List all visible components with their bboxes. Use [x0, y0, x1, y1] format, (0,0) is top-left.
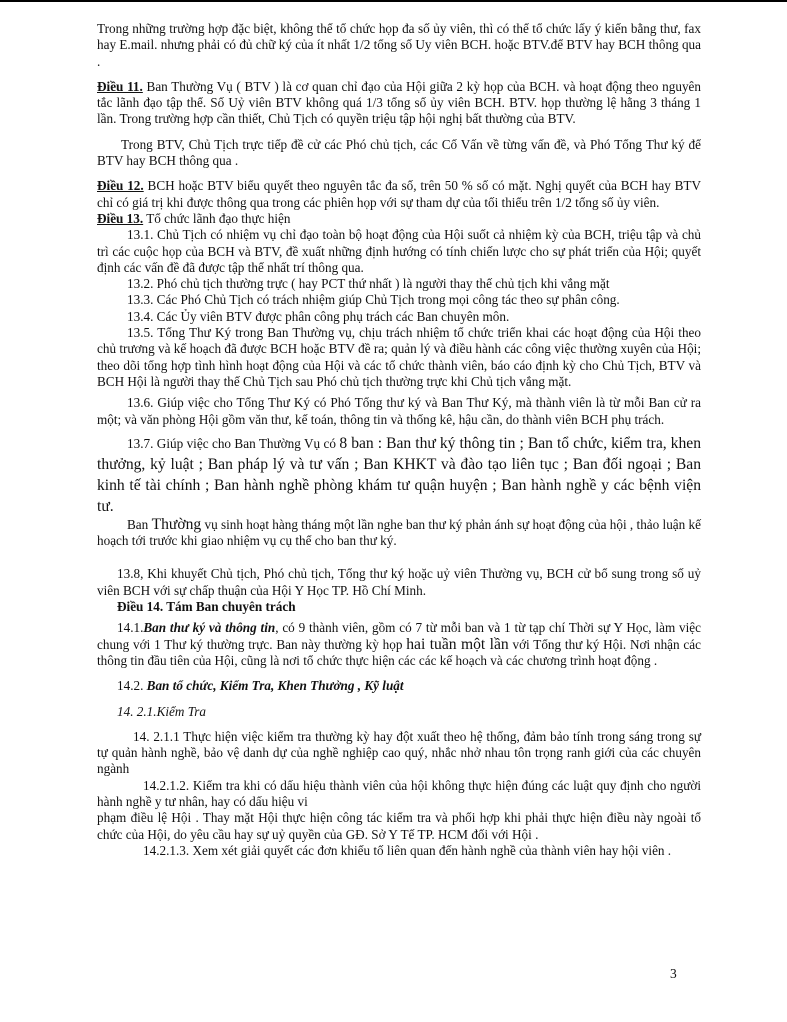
clause-13-1: 13.1. Chủ Tịch có nhiệm vụ chỉ đạo toàn bộ hoạt động của Hội suốt cả nhiệm kỳ của BCH, triệu tập và chủ trì các cuộc họp của BCH và BTV, đề xuất những định hướng có tính chiến lược cho sự phát triển của Hội; quyết định các vấn đề đã được tập thể nhất trí thông qua.	[97, 227, 701, 275]
clause-14-1-text-a: , có 9 thành viên, gồm có 7 từ mỗi ban và 1 từ tạp chí Thời sự Y Học, làm việc chung với 1 Thư ký thường trực. Ban này thường kỳ họp	[97, 620, 701, 652]
clause-14-1-number: 14.1.	[117, 620, 144, 636]
article-11-label: Điều 11.	[97, 78, 143, 94]
clause-14-2-name: Ban tổ chức, Kiểm Tra, Khen Thưởng , Kỹ luật	[146, 678, 404, 694]
article-12	[97, 178, 701, 211]
article-12-text: BCH hoặc BTV biểu quyết theo nguyên tắc đa số, trên 50 % số có mặt. Nghị quyết của BCH hay BTV chỉ có giá trị khi được thông qua trong các phiên họp với sự tham dự của tối thiểu trên 1/2 tổng số ủy viên.	[97, 178, 701, 210]
clause-13-7-intro: 13.7. Giúp việc cho Ban Thường Vụ có	[127, 435, 340, 451]
clause-14-1-name: Ban thư ký và thông tin	[143, 620, 276, 636]
clause-13-7	[97, 433, 701, 517]
top-border-line	[0, 0, 787, 2]
paragraph-meeting-by-mail: Trong những trường hợp đặc biệt, không thể tổ chức họp đa số ủy viên, thì có thể tổ chức lấy ý kiến bằng thư, fax hay E.mail. nhưng phải có đủ chữ ký của ít nhất 1/2 tổng số Uy viên BCH. hoặc BTV.để BTV hay BCH thông qua .	[97, 21, 701, 69]
article-13-label: Điều 13.	[97, 210, 144, 226]
clause-13-4: 13.4. Các Ủy viên BTV được phân công phụ trách các Ban chuyên môn.	[127, 308, 510, 324]
standing-committee-meeting	[97, 517, 701, 550]
clause-14-2-1-1: 14. 2.1.1 Thực hiện việc kiểm tra thường kỳ hay đột xuất theo hệ thống, đảm bảo tính trong sáng trong sự tự quản hành nghề, bảo vệ danh dự của nghề nghiệp cao quý, nhắc nhở nhau tôn trọng ranh giới của các chuyên ngành	[97, 728, 701, 777]
article-14-title: Điều 14. Tám Ban chuyên trách	[117, 599, 296, 615]
clause-14-2-1-heading: 14. 2.1.Kiểm Tra	[117, 703, 207, 719]
clause-13-7-boards: 8 ban : Ban thư ký thông tin ; Ban tổ chức, kiểm tra, khen thưởng, kỷ luật ; Ban pháp lý và tư vấn ; Ban KHKT và đào tạo liên tục ; Ban đối ngoại ; Ban kinh tế tài chính ; Ban hành nghề phòng khám tư quận huyện ; Ban hành nghề y các bệnh viện tư.	[97, 434, 701, 515]
clause-14-2-1-2-part-a: 14.2.1.2. Kiểm tra khi có dấu hiệu thành viên của hội không thực hiện đúng các luật quy định cho người hành nghề y tư nhân, hay có dấu hiệu vi	[97, 777, 701, 809]
clause-13-8: 13.8, Khi khuyết Chủ tịch, Phó chủ tịch, Tổng thư ký hoặc uỷ viên Thường vụ, BCH cử bổ sung trong số uỷ viên BCH với sự chấp thuận của Hội Y Học TP. Hồ Chí Minh.	[97, 566, 701, 598]
clause-14-2-1-3: 14.2.1.3. Xem xét giải quyết các đơn khiếu tố liên quan đến hành nghề của thành viên hay hội viên .	[143, 842, 672, 858]
clause-14-2-number: 14.2.	[117, 678, 147, 694]
clause-13-3: 13.3. Các Phó Chủ Tịch có trách nhiệm giúp Chủ Tịch trong mọi công tác theo sự phân công.	[127, 292, 620, 308]
clause-14-1-text-b: với Tổng thư ký Hội. Nơi nhận các thông tin đầu tiên của Hội, cũng là nơi tổ chức thực hiện các các kế hoạch và các chương trình hoạt động .	[97, 636, 701, 668]
clause-14-1-emphasis: hai tuần một lần	[406, 635, 509, 653]
article-13	[97, 211, 701, 227]
article-11-paragraph-2: Trong BTV, Chủ Tịch trực tiếp đề cử các Phó chủ tịch, các Cố Vấn về từng vấn đề, và Phó Tổng Thư ký để BTV hay BCH thông qua .	[97, 136, 701, 169]
clause-14-2	[97, 678, 701, 694]
article-13-text: Tổ chức lãnh đạo thực hiện	[143, 210, 291, 226]
standing-committee-meeting-b: Thường	[151, 515, 202, 533]
article-12-label: Điều 12.	[97, 178, 144, 194]
article-11	[97, 79, 701, 128]
document-page	[97, 21, 701, 859]
clause-13-2: 13.2. Phó chủ tịch thường trực ( hay PCT thứ nhất ) là người thay thế chủ tịch khi vắng mặt	[127, 276, 610, 292]
clause-13-6: 13.6. Giúp việc cho Tổng Thư Ký có Phó Tổng thư ký và Ban Thư Ký, mà thành viên là từ mỗi Ban cử ra một; và văn phòng Hội gồm văn thư, kế toán, thông tin và thống kê, hậu cần, do thành viên BCH phụ trách.	[97, 395, 701, 427]
article-11-text: Ban Thường Vụ ( BTV ) là cơ quan chỉ đạo của Hội giữa 2 kỳ họp của BCH. và hoạt động theo nguyên tắc lãnh đạo tập thể. Số Uỷ viên BTV không quá 1/3 tổng số ủy viên BCH. BTV. họp thường lệ hằng 3 tháng 1 lần. Trong trường hợp cần thiết, Chủ Tịch có quyền triệu tập hội nghị bất thường của BTV.	[97, 78, 701, 127]
standing-committee-meeting-a: Ban	[127, 516, 152, 532]
standing-committee-meeting-c: vụ sinh hoạt hàng tháng một lần nghe ban thư ký phản ánh sự hoạt động của hội , thảo luận kế hoạch tới trước khi giao nhiệm vụ cụ thể cho ban thư ký.	[97, 516, 701, 549]
clause-14-1	[97, 620, 701, 669]
clause-14-2-1-2-part-b: phạm điều lệ Hội . Thay mặt Hội thực hiện công tác kiểm tra và phối hợp khi phải thực hiện điều này ngoài tổ chức của Hội, do yêu cầu hay sự uỷ quyền của GĐ. Sở Y Tế TP. HCM đối với Hội .	[97, 810, 701, 842]
page-number: 3	[670, 966, 677, 981]
clause-13-5: 13.5. Tổng Thư Ký trong Ban Thường vụ, chịu trách nhiệm tổ chức triển khai các hoạt động của Hội theo chủ trương và kế hoạch đã được BCH hoặc BTV đề ra; quản lý và điều hành các công việc thường xuyên của Hội; theo dõi tổng hợp tình hình hoạt động của Hội và các tổ chức thành viên, báo cáo định kỳ cho Chủ Tịch, BTV và BCH Hội là người thay thế Chủ Tịch sau Phó chủ tịch thường trực khi Chủ tịch vắng mặt.	[97, 325, 701, 389]
